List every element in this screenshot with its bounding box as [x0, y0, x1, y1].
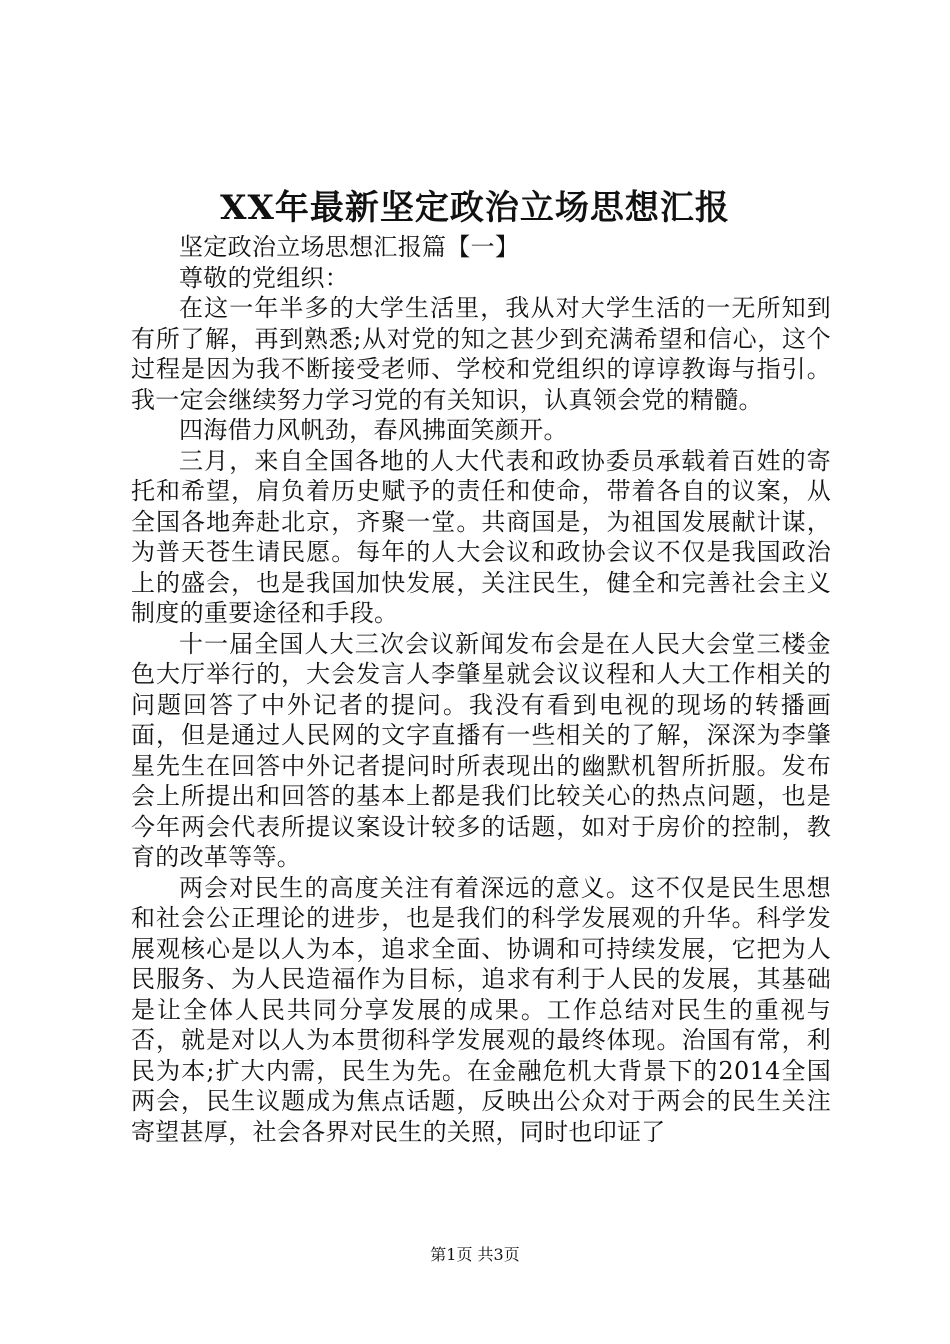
salutation: 尊敬的党组织：	[179, 263, 350, 292]
paragraph: 十一届全国人大三次会议新闻发布会是在人民大会堂三楼金色大厅举行的，大会发言人李肇星就会议议程和人大工作相关的问题回答了中外记者的提问。我没有看到电视的现场的转播画面，但是通过人民网的文字直播有一些相关的了解，深深为李肇星先生在回答中外记者提问时所表现出的幽默机智所折服。发布会上所提出和回答的基本上都是我们比较关心的热点问题，也是今年两会代表所提议案设计较多的话题，如对于房价的控制，教育的改革等等。	[131, 629, 831, 871]
paragraph: 在这一年半多的大学生活里，我从对大学生活的一无所知到有所了解，再到熟悉;从对党的知之甚少到充满希望和信心，这个过程是因为我不断接受老师、学校和党组织的谆谆教诲与指引。我一定会继续努力学习党的有关知识，认真领会党的精髓。	[131, 294, 831, 414]
section-heading: 坚定政治立场思想汇报篇【一】	[179, 233, 520, 261]
paragraph: 两会对民生的高度关注有着深远的意义。这不仅是民生思想和社会公正理论的进步，也是我们的科学发展观的升华。科学发展观核心是以人为本，追求全面、协调和可持续发展，它把为人民服务、为人民造福作为目标，追求有利于人民的发展，其基础是让全体人民共同分享发展的成果。工作总结对民生的重视与否，就是对以人为本贯彻科学发展观的最终体现。治国有常，利民为本;扩大内需，民生为先。在金融危机大背景下的2014全国两会，民生议题成为焦点话题，反映出公众对于两会的民生关注寄望甚厚，社会各界对民生的关照，同时也印证了	[131, 873, 831, 1146]
page-footer: 第1页 共3页	[430, 1245, 520, 1264]
paragraph: 三月，来自全国各地的人大代表和政协委员承载着百姓的寄托和希望，肩负着历史赋予的责任和使命，带着各自的议案，从全国各地奔赴北京，齐聚一堂。共商国是，为祖国发展献计谋，为普天苍生请民愿。每年的人大会议和政协会议不仅是我国政治上的盛会，也是我国加快发展，关注民生，健全和完善社会主义制度的重要途径和手段。	[131, 446, 831, 627]
document-title: XX年最新坚定政治立场思想汇报	[220, 188, 730, 228]
document-body	[131, 232, 831, 1147]
paragraph: 四海借力风帆劲，春风拂面笑颜开。	[179, 416, 568, 444]
